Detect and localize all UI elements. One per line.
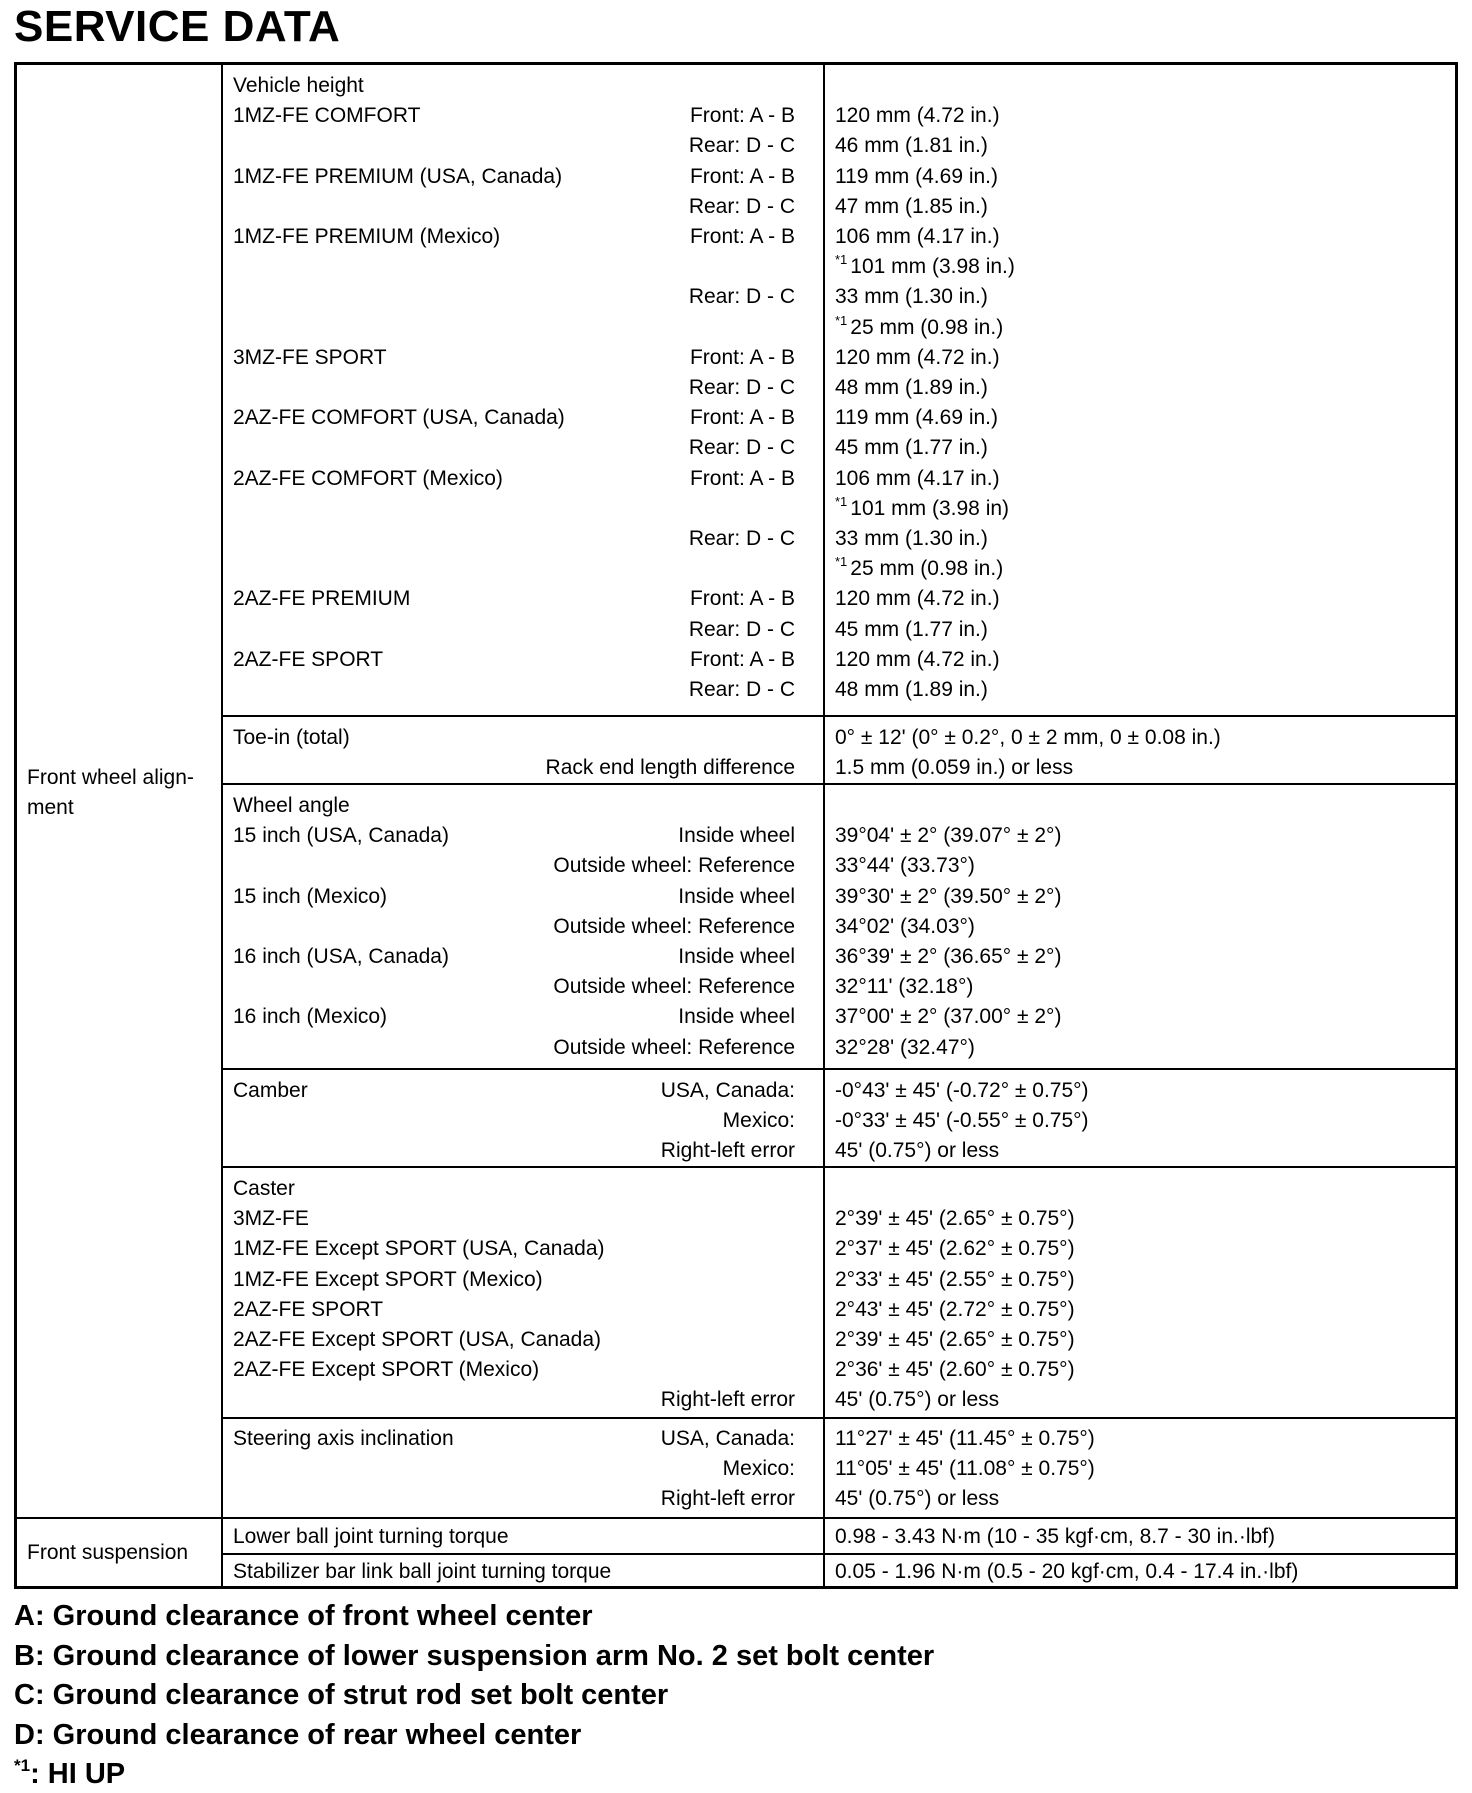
row-value-text: 25 mm (0.98 in.) xyxy=(850,315,1004,339)
row-condition: Inside wheel xyxy=(678,1005,795,1029)
row-label: Toe-in (total) xyxy=(233,726,350,749)
table-row xyxy=(17,554,1455,584)
table-row xyxy=(17,723,1455,753)
table-row xyxy=(17,222,1455,252)
row-condition: Front: A - B xyxy=(689,345,795,369)
table-row xyxy=(17,373,1455,403)
legend-note xyxy=(14,1597,593,1635)
legend-note-text: B: Ground clearance of lower suspension arm No. 2 set bolt center xyxy=(14,1640,935,1672)
row-value: 2°36' ± 45' (2.60° ± 0.75°) xyxy=(835,1358,1075,1382)
table-row xyxy=(17,1522,1455,1552)
row-value: 32°11' (32.18°) xyxy=(835,975,974,999)
table-row xyxy=(17,1557,1455,1587)
row-value-text: 25 mm (0.98 in.) xyxy=(850,557,1004,581)
row-label: 2AZ-FE Except SPORT (Mexico) xyxy=(233,1358,540,1382)
row-condition: Rear: D - C xyxy=(688,527,795,550)
row-condition: Front: A - B xyxy=(689,164,795,188)
table-row xyxy=(17,1234,1455,1264)
section-divider xyxy=(221,1553,1455,1555)
row-label: 1MZ-FE Except SPORT (Mexico) xyxy=(233,1267,543,1291)
footnote-mark: *1 xyxy=(835,554,848,570)
legend-note xyxy=(14,1716,581,1754)
footnote-mark: *1 xyxy=(14,1756,31,1775)
row-value: 0° ± 12' (0° ± 0.2°, 0 ± 2 mm, 0 ± 0.08 in.) xyxy=(835,726,1221,749)
table-row xyxy=(17,615,1455,645)
row-label: 1MZ-FE PREMIUM (Mexico) xyxy=(233,225,501,248)
table-row xyxy=(17,1204,1455,1234)
row-condition: Inside wheel xyxy=(678,884,795,908)
row-value: 47 mm (1.85 in.) xyxy=(835,194,988,218)
row-value: 1.5 mm (0.059 in.) or less xyxy=(835,756,1074,780)
row-label: 1MZ-FE PREMIUM (USA, Canada) xyxy=(233,164,563,188)
legend-note-text: C: Ground clearance of strut rod set bolt center xyxy=(14,1679,669,1711)
category-front-suspension: Front suspension xyxy=(27,1541,189,1564)
row-label: 2AZ-FE PREMIUM xyxy=(233,587,411,611)
row-value: 2°39' ± 45' (2.65° ± 0.75°) xyxy=(835,1207,1075,1231)
row-value xyxy=(835,554,1003,584)
row-condition: Outside wheel: Reference xyxy=(553,975,795,999)
table-row xyxy=(17,1295,1455,1325)
row-value: 120 mm (4.72 in.) xyxy=(835,104,1000,128)
row-value: 106 mm (4.17 in.) xyxy=(835,466,1000,490)
row-condition: Rack end length difference xyxy=(545,756,795,780)
row-label: 15 inch (Mexico) xyxy=(233,884,388,908)
table-row xyxy=(17,71,1455,101)
row-value: 33°44' (33.73°) xyxy=(835,854,975,878)
row-label: Steering axis inclination xyxy=(233,1427,454,1450)
row-value: 45' (0.75°) or less xyxy=(835,1139,1000,1163)
table-row xyxy=(17,645,1455,675)
section-divider xyxy=(221,1417,1455,1419)
row-label: 2AZ-FE COMFORT (USA, Canada) xyxy=(233,406,565,430)
table-row xyxy=(17,912,1455,942)
row-label: 16 inch (Mexico) xyxy=(233,1005,388,1029)
legend-note-text: A: Ground clearance of front wheel center xyxy=(14,1600,593,1632)
row-value-text: 101 mm (3.98 in) xyxy=(850,496,1010,520)
row-condition: Rear: D - C xyxy=(688,436,795,460)
row-value: 36°39' ± 2° (36.65° ± 2°) xyxy=(835,945,1062,968)
table-row xyxy=(17,851,1455,881)
row-value: 0.98 - 3.43 N·m (10 - 35 kgf·cm, 8.7 - 30 in.·lbf) xyxy=(835,1525,1275,1548)
row-condition: Right-left error xyxy=(660,1139,795,1163)
row-label: Camber xyxy=(233,1079,308,1102)
table-row xyxy=(17,101,1455,131)
table-row xyxy=(17,1325,1455,1355)
row-value: 34°02' (34.03°) xyxy=(835,914,975,938)
row-value: 2°37' ± 45' (2.62° ± 0.75°) xyxy=(835,1237,1075,1261)
row-value: -0°43' ± 45' (-0.72° ± 0.75°) xyxy=(835,1079,1089,1102)
table-row xyxy=(17,584,1455,614)
table-row xyxy=(17,252,1455,282)
row-condition: Outside wheel: Reference xyxy=(553,1035,795,1059)
row-label: Caster xyxy=(233,1177,295,1200)
table-row xyxy=(17,675,1455,705)
row-value: 120 mm (4.72 in.) xyxy=(835,647,1000,671)
table-row xyxy=(17,821,1455,851)
legend-note xyxy=(14,1637,934,1675)
row-value xyxy=(835,252,1015,282)
row-condition: USA, Canada: xyxy=(660,1079,795,1102)
row-value: 32°28' (32.47°) xyxy=(835,1035,975,1059)
table-row xyxy=(17,1106,1455,1136)
row-value: 0.05 - 1.96 N·m (0.5 - 20 kgf·cm, 0.4 - 17.4 in.·lbf) xyxy=(835,1560,1299,1583)
row-condition: Rear: D - C xyxy=(688,285,795,309)
table-row xyxy=(17,1355,1455,1385)
row-label: 1MZ-FE Except SPORT (USA, Canada) xyxy=(233,1237,605,1261)
row-value: 106 mm (4.17 in.) xyxy=(835,225,1000,248)
row-condition: Rear: D - C xyxy=(688,194,795,218)
section-divider xyxy=(221,715,1455,717)
footnote-mark: *1 xyxy=(835,493,848,509)
row-condition: Inside wheel xyxy=(678,945,795,968)
row-condition: Right-left error xyxy=(660,1388,795,1412)
row-label: Stabilizer bar link ball joint turning torque xyxy=(233,1560,612,1583)
row-label: Wheel angle xyxy=(233,794,350,817)
row-condition: Front: A - B xyxy=(689,104,795,128)
row-value: 2°33' ± 45' (2.55° ± 0.75°) xyxy=(835,1267,1075,1291)
service-data-table xyxy=(14,62,1458,1589)
table-row xyxy=(17,1484,1455,1514)
table-row xyxy=(17,131,1455,161)
row-value: 120 mm (4.72 in.) xyxy=(835,587,1000,611)
row-condition: Outside wheel: Reference xyxy=(553,854,795,878)
row-label: 2AZ-FE Except SPORT (USA, Canada) xyxy=(233,1328,602,1351)
row-value: 45' (0.75°) or less xyxy=(835,1388,1000,1412)
row-value: 2°39' ± 45' (2.65° ± 0.75°) xyxy=(835,1328,1075,1351)
row-value: 119 mm (4.69 in.) xyxy=(835,164,999,188)
legend-note xyxy=(14,1676,668,1714)
row-label: 2AZ-FE SPORT xyxy=(233,1297,384,1321)
table-row xyxy=(17,972,1455,1002)
table-row xyxy=(17,791,1455,821)
table-row xyxy=(17,1385,1455,1415)
table-row xyxy=(17,942,1455,972)
row-label: Lower ball joint turning torque xyxy=(233,1525,509,1548)
row-value: 46 mm (1.81 in.) xyxy=(835,134,988,158)
row-condition: Front: A - B xyxy=(689,647,795,671)
table-row xyxy=(17,882,1455,912)
row-condition: USA, Canada: xyxy=(660,1427,795,1450)
table-row xyxy=(17,1136,1455,1166)
table-row xyxy=(17,464,1455,494)
row-value xyxy=(835,313,1003,343)
table-row xyxy=(17,433,1455,463)
table-row xyxy=(17,1002,1455,1032)
row-value xyxy=(835,494,1009,524)
row-value: 33 mm (1.30 in.) xyxy=(835,527,988,550)
table-row xyxy=(17,313,1455,343)
row-label: 3MZ-FE SPORT xyxy=(233,345,387,369)
legend-note-text: : HI UP xyxy=(30,1758,126,1790)
row-value: 11°05' ± 45' (11.08° ± 0.75°) xyxy=(835,1457,1095,1481)
row-value: 119 mm (4.69 in.) xyxy=(835,406,999,430)
row-value: 48 mm (1.89 in.) xyxy=(835,376,988,399)
row-label: 2AZ-FE SPORT xyxy=(233,647,384,671)
row-label: 16 inch (USA, Canada) xyxy=(233,945,449,968)
row-condition: Outside wheel: Reference xyxy=(553,914,795,938)
table-row xyxy=(17,1424,1455,1454)
table-row xyxy=(17,1033,1455,1063)
table-row xyxy=(17,403,1455,433)
table-row xyxy=(17,1454,1455,1484)
section-divider xyxy=(221,1068,1455,1070)
table-row xyxy=(17,162,1455,192)
table-row xyxy=(17,282,1455,312)
row-value: 45 mm (1.77 in.) xyxy=(835,617,988,641)
row-value: -0°33' ± 45' (-0.55° ± 0.75°) xyxy=(835,1109,1089,1133)
legend-note-text: D: Ground clearance of rear wheel center xyxy=(14,1719,582,1751)
category-front-wheel-alignment: Front wheel align- ment xyxy=(27,766,194,819)
row-condition: Rear: D - C xyxy=(688,376,795,399)
row-label: 1MZ-FE COMFORT xyxy=(233,104,421,128)
table-row xyxy=(17,192,1455,222)
row-label: 15 inch (USA, Canada) xyxy=(233,824,449,848)
row-value: 37°00' ± 2° (37.00° ± 2°) xyxy=(835,1005,1062,1029)
row-condition: Front: A - B xyxy=(689,406,795,430)
footnote-mark: *1 xyxy=(835,312,848,328)
table-row xyxy=(17,494,1455,524)
row-label: Vehicle height xyxy=(233,74,364,97)
row-label: 3MZ-FE xyxy=(233,1207,309,1231)
row-condition: Mexico: xyxy=(722,1109,795,1133)
row-condition: Inside wheel xyxy=(678,824,795,848)
table-row xyxy=(17,524,1455,554)
table-row xyxy=(17,343,1455,373)
table-row xyxy=(17,1265,1455,1295)
row-condition: Right-left error xyxy=(660,1487,795,1511)
page-title: SERVICE DATA xyxy=(14,2,341,51)
row-condition: Front: A - B xyxy=(689,587,795,611)
row-condition: Mexico: xyxy=(722,1457,795,1481)
row-condition: Front: A - B xyxy=(689,466,795,490)
category-row-divider xyxy=(17,1517,1455,1519)
row-value: 39°04' ± 2° (39.07° ± 2°) xyxy=(835,824,1062,848)
row-label: 2AZ-FE COMFORT (Mexico) xyxy=(233,466,503,490)
row-condition: Rear: D - C xyxy=(688,617,795,641)
footnote-mark: *1 xyxy=(835,252,848,268)
row-condition: Rear: D - C xyxy=(688,678,795,701)
table-row xyxy=(17,1174,1455,1204)
row-value: 45' (0.75°) or less xyxy=(835,1487,1000,1511)
row-value: 48 mm (1.89 in.) xyxy=(835,678,988,701)
row-value: 39°30' ± 2° (39.50° ± 2°) xyxy=(835,884,1062,908)
table-row xyxy=(17,753,1455,783)
legend-note xyxy=(14,1755,125,1793)
row-value: 45 mm (1.77 in.) xyxy=(835,436,988,460)
row-value-text: 101 mm (3.98 in.) xyxy=(850,255,1015,279)
row-value: 33 mm (1.30 in.) xyxy=(835,285,988,309)
table-row xyxy=(17,1076,1455,1106)
row-value: 11°27' ± 45' (11.45° ± 0.75°) xyxy=(835,1427,1095,1450)
row-value: 2°43' ± 45' (2.72° ± 0.75°) xyxy=(835,1297,1075,1321)
row-condition: Front: A - B xyxy=(689,225,795,248)
section-divider xyxy=(221,783,1455,785)
row-value: 120 mm (4.72 in.) xyxy=(835,345,1000,369)
row-condition: Rear: D - C xyxy=(688,134,795,158)
